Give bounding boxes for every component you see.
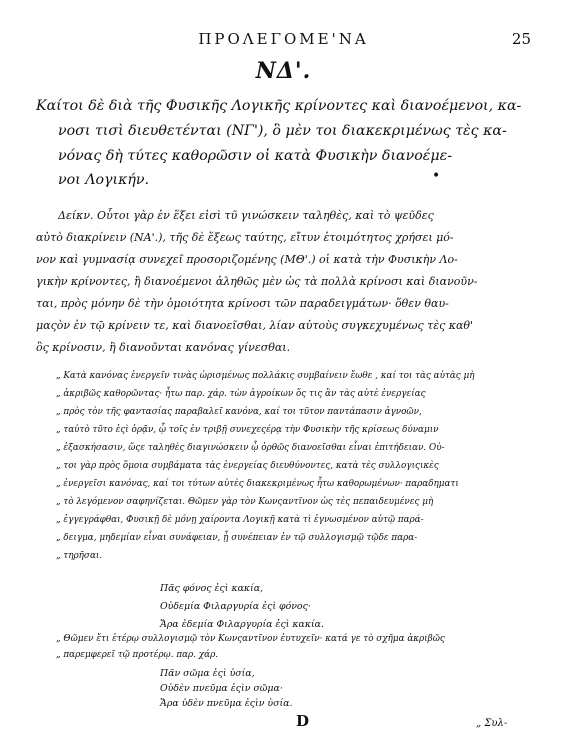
scholium-line: „ τηρῆσαι. [56,551,103,561]
scholium-line: „ δειγμα, μηδεμίαν εἶναι συνάφειαν, ᾗ συνέπειαν ἐν τῷ συλλογισμῷ τῷδε παρα- [56,533,418,543]
scholium-line: „ ταὐτὸ τῦτο ἐςὶ ὁρᾷν, ᾧ τοῖς ἐν τριβῇ συνεχεςέρᾳ τὴν Φυσικὴν τῆς κρίσεως δύναμιν [56,425,439,435]
syllogism-line: Ἄρα ὐδὲν πνεῦμα ἐςὶν ὐσία. [160,698,293,709]
syllogism-line: Ἄρα ἐδεμία Φιλαργυρία ἐςὶ κακία. [160,619,324,630]
section-number: ΝΔ'. [255,58,312,84]
scholium-line: „ Κατὰ κανόνας ἐνεργεῖν τινὰς ὡρισμένως πολλάκις συμβαίνειν ἔωθε , καί τοι τὰς αὐτὰς μὴ [56,371,475,381]
demonstration-line: νον καὶ γυμνασίᾳ συνεχεῖ προσοριζομένης (ΜΘ'.) οἱ κατὰ τὴν Φυσικὴν Λο- [36,253,458,266]
demonstration-line: ὃς κρίνοσιν, ἢ διανοῦνται κανόνας γίνεσθαι. [36,341,291,354]
scholium-line: „ ἐνεργεῖσι κανόνας, καί τοι τύτων αὐτὲς διακεκριμένως ἦτω καθορωμένων· παραδηματι [56,479,459,489]
demonstration-line: μαςὸν ἐν τῷ κρίνειν τε, καὶ διανοεῖσθαι, λίαν αὐτοὺς συγκεχυμένως τὲς καθ' [36,319,474,332]
scholium-line: „ ἐγγεγράφθαι, Φυσικῇ δὲ μόνῃ χαίροντα Λογικῇ κατὰ τὶ ἐγνωσμένον αὐτῷ παρά- [56,515,424,525]
syllogism-line: Οὐδεμία Φιλαργυρία ἐςὶ φόνος· [160,601,311,612]
ink-mark: • [432,168,441,184]
syllogism-line: Πᾶς φόνος ἐςὶ κακία, [160,583,264,594]
page-number: 25 [511,30,531,48]
scholium-line: „ τοι γὰρ πρὸς ὅμοια συμβάματα τὰς ἐνεργείας διευθύνοντες, κατὰ τὲς συλλογιςικὲς [56,461,439,471]
demonstration-line: ται, πρὸς μόνην δὲ τὴν ὁμοιότητα κρίνοσι τῶν παραδειγμάτων· ὅθεν θαυ- [36,297,449,310]
running-head: ΠΡΟΛΕΓΟΜΕ'ΝΑ [198,30,369,48]
proposition-line: νοι Λογικήν. [58,172,150,188]
scholium-line: „ ἐξασκήσασιν, ὥςε ταληθὲς διαγινώσκειν ᾧ ὀρθῶς διανοεῖσθαι εἶναι ἐπιτήδειαν. Οὐ- [56,443,445,453]
demonstration-line: Δείκν. Οὗτοι γὰρ ἐν ἕξει εἰσὶ τῦ γινώσκειν ταληθὲς, καὶ τὸ ψεῦδες [58,209,434,222]
catchword: „ Συλ- [476,718,508,729]
proposition-line: Καίτοι δὲ διὰ τῆς Φυσικῆς Λογικῆς κρίνοντες καὶ διανοέμενοι, κα- [36,98,522,114]
demonstration-line: γικὴν κρίνοντες, ἢ διανοέμενοι ἀληθῶς μὲν ὡς τὰ πολλὰ κρίνοσι καὶ διανοῦν- [36,275,478,288]
scholium-line: „ Θῶμεν ἔτι ἑτέρῳ συλλογισμῷ τὸν Κωνςαντῖνον ἐυτυχεῖν· κατά γε τὸ σχῆμα ἀκριβῶς [56,634,445,644]
scholium-line: „ ἀκριβῶς καθορῶντας· ἦτω παρ. χάρ. τὼν ἀγροίκων ὅς τις ἂν τὰς αὐτὲ ἐνεργείας [56,389,426,399]
scholium-line: „ παρεμφερεῖ τῷ προτέρῳ. παρ. χάρ. [56,650,219,660]
proposition-line: νόνας δὴ τύτες καθορῶσιν οἱ κατὰ Φυσικὴν διανοέμε- [58,148,453,164]
proposition-line: νοσι τισὶ διευθετένται (ΝΓ'), ὃ μὲν τοι διακεκριμένως τὲς κα- [58,123,507,139]
signature-mark: D [296,712,310,730]
demonstration-line: αὐτὸ διακρίνειν (ΝΑ'.), τῆς δὲ ἕξεως ταύτης, εἴτυν ἑτοιμότητος χρήσει μό- [36,231,454,244]
scholium-line: „ πρὸς τὸν τῆς φαντασίας παραβαλεῖ κανόνα, καί τοι τῦτον παντάπασιν ἀγνοῶν, [56,407,422,417]
syllogism-line: Πᾶν σῶμα ἐςὶ ὐσία, [160,668,255,679]
scholium-line: „ τὸ λεγόμενον σαφηνίζεται. Θῶμεν γὰρ τὸν Κωνςαντῖνον ὡς τὲς πεπαιδευμένες μὴ [56,497,434,507]
syllogism-line: Οὐδὲν πνεῦμα ἐςὶν σῶμα· [160,683,283,694]
